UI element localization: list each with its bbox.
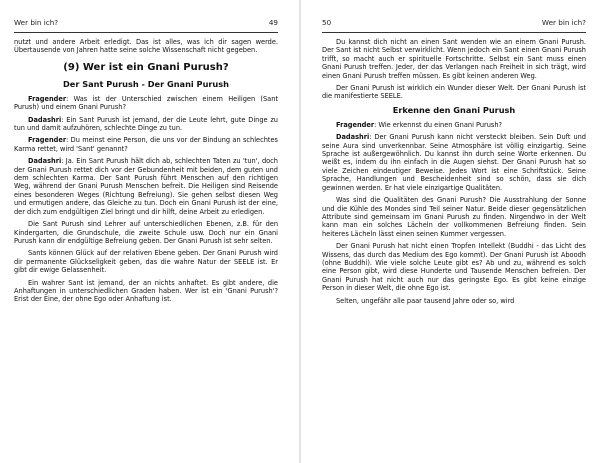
speaker-label: Dadashri <box>28 157 62 166</box>
speaker-label: Dadashri <box>336 133 370 142</box>
left-paragraph: nutzt und andere Arbeit erledigt. Das ist alles, was ich dir sagen werde. Übertausende von Jahren hatte seine solche Wissenschaft nicht gegeben. <box>14 38 278 55</box>
right-header-title: Wer bin ich? <box>541 18 586 27</box>
right-paragraph: Selten, ungefähr alle paar tausend Jahre oder so, wird <box>336 296 515 305</box>
sub-heading-sant-gnani: Der Sant Purush - Der Gnani Purush <box>63 78 229 89</box>
dialogue-paragraph: Fragender: Wie erkennst du einen Gnani Purush? <box>336 120 503 129</box>
left-page-number: 49 <box>268 18 278 27</box>
right-page <box>300 0 600 463</box>
speaker-label: Fragender <box>336 120 375 129</box>
sub-heading-erkenne: Erkenne den Gnani Purush <box>392 104 516 115</box>
right-header-rule <box>322 32 586 33</box>
speaker-label: Dadashri <box>28 115 62 124</box>
speaker-label: Fragender <box>28 94 67 103</box>
dialogue-paragraph: Fragender: Du meinst eine Person, die uns vor der Bindung an schlechtes Karma rettet, wird 'Sant' genannt? <box>14 136 278 153</box>
right-paragraph: Was sind die Qualitäten des Gnani Purush? Die Ausstrahlung der Sonne und die Kühle des Mondes sind Teil seiner Natur. Beide dieser gegensätzlichen Attribute sind gemeinsam im Gnani Purush zu finden. Nirgendwo in der Welt kann man ein solches Lächeln der vollkommenen Befreiung finden. Sein heiteres Lächeln lässt einen seinen Kummer vergessen. <box>322 196 586 238</box>
left-paragraph: Ein wahrer Sant ist jemand, der an nichts anhaftet. Es gibt andere, die Anhaftungen in unterschiedlichen Graden haben. Wer ist ein 'Gnani Purush'? Erist der Eine, der ohne Ego oder Anhaftung ist. <box>14 278 278 304</box>
section-heading: (9) Wer ist ein Gnani Purush? <box>63 61 229 73</box>
right-paragraph: Der Gnani Purush ist wirklich ein Wunder dieser Welt. Der Gnani Purush ist die manifestierte SEELE. <box>322 84 586 101</box>
right-paragraph: Der Gnani Purush hat nicht einen Tropfen Intellekt (Buddhi - das Licht des Wissens, das durch das Medium des Ego kommt). Der Gnani Purush ist Aboodh (ohne Buddhi). Wie viele solche Leute gibt es? Ab und zu, während es solch eine Person gibt, wird diese Hunderte und Tausende Menschen befreien. Der Gnani Purush hat nicht auch nur das geringste Ego. Es gibt keine einzige Person in dieser Welt, die ohne Ego ist. <box>322 242 586 293</box>
dialogue-paragraph: Dadashri: Ja. Ein Sant Purush hält dich ab, schlechten Taten zu 'tun', doch der Gnani Purush rettet dich vor der Gebundenheit mit beiden, dem guten und dem schlechten Karma. Der Sant Purush führt Menschen auf den richtigen Weg, während der Gnani Purush Menschen befreit. Die Heiligen sind Reisende eines besonderen Weges (Richtung Befreiung). Sie gehen selbst diesen Weg und ermutigen andere, das Gleiche zu tun. Doch ein Gnani Purush ist der eine, der dich zum endgültigen Ziel bringt und dir hilft, deine Arbeit zu erledigen. <box>14 157 278 216</box>
speaker-label: Fragender <box>28 136 67 145</box>
right-page-header <box>322 18 586 32</box>
left-paragraph: Sants können Glück auf der relativen Ebene geben. Der Gnani Purush wird dir permanente Glückseligkeit geben, das die wahre Natur der SEELE ist. Er gibt dir ewige Gelassenheit. <box>14 249 278 275</box>
dialogue-paragraph: Dadashri: Der Gnani Purush kann nicht versteckt bleiben. Sein Duft und seine Aura sind unverkennbar. Seine Atmosphäre ist völlig einzigartig. Seine Sprache ist außergewöhnlich. Du kannst ihn durch seine Worte erkennen. Du weißt es, indem du ihn einfach in die Augen siehst. Der Gnani Purush hat so viele Zeichen eindeutiger Beweise. Jedes Wort ist eine Schriftstück. Seine Sprache, Handlungen und Bescheidenheit sind so schön, dass sie dich gewinnen werden. Er hat viele einzigartige Qualitäten. <box>322 133 586 192</box>
dialogue-paragraph: Dadashri: Ein Sant Purush ist jemand, der die Leute lehrt, gute Dinge zu tun und damit aufzuhören, schlechte Dinge zu tun. <box>14 115 278 133</box>
right-paragraph: Du kannst dich nicht an einen Sant wenden wie an einem Gnani Purush. Der Sant ist nicht Selbst verwirklicht. Wenn jedoch ein Sant einen Gnani Purush trifft, so macht auch er spirituelle Fortschritte. Selbst ein Sant muss einen Gnani Purush treffen. Jeder, der das Verlangen nach Freiheit in sich trägt, wird einen Gnani Purush treffen müssen. Es gibt keinen anderen Weg. <box>322 38 586 80</box>
left-page-header <box>14 18 278 32</box>
left-header-title: Wer bin ich? <box>14 18 59 27</box>
right-page-number: 50 <box>322 18 332 27</box>
left-header-rule <box>14 32 278 33</box>
dialogue-paragraph: Fragender: Was ist der Unterschied zwischen einem Heiligen (Sant Purush) und einem Gnani Purush? <box>14 94 278 112</box>
left-paragraph: Die Sant Purush sind Lehrer auf unterschiedlichen Ebenen, z.B. für den Kindergarten, die Grundschule, die zweite Schule usw. Doch nur ein Gnani Purush kann dir endgültige Befreiung geben. Der Gnani Purush ist sehr selten. <box>14 220 278 245</box>
